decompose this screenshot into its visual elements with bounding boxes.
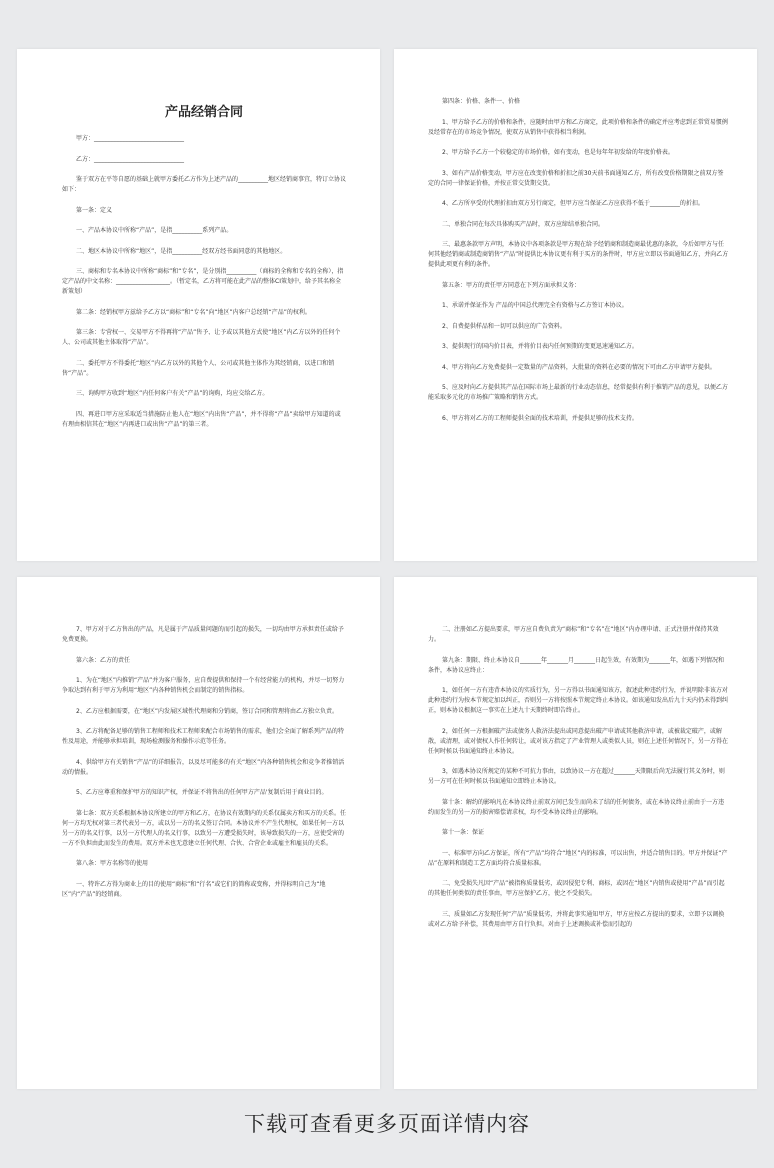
paragraph: 第十一条：保证 <box>442 829 485 836</box>
paragraph: 乙方：______________________________ <box>76 155 185 163</box>
paragraph: 第三条：专营权一、交易甲方不得再将“产品”售予、让予或以其他方式使“地区”内乙方以外的任何个人、公司或其他主体取得“产品”。 <box>62 329 341 346</box>
paragraph: 1，如任何一方有违背本协议的实质行为，另一方得以书面通知该方，叙述此种违约行为，并说明除非该方对此种违约行为按本节规定加以纠正，否则另一方将按照本节规定终止本协议。如该通知发出后九十天内仍未得到纠正，则本协议根据这一事实在上述九十天期终时即告终止。 <box>428 687 729 714</box>
paragraph: 7、甲方对于乙方售出的产品，凡是属于产品质量问题的而引起的损失，一切均由甲方承担责任或给予免费更换。 <box>62 626 344 643</box>
paragraph: 6、甲方将对乙方的工程师提供全面的技术培训，并提供足够的技术支持。 <box>442 414 638 422</box>
paragraph: 第九条：期限、终止本协议自_______年_______月_______日起生效，有效期为_______年，如遇下列情况和条件，本协议应终止： <box>428 656 725 674</box>
paragraph: 2，如任何一方根据破产法或债务人救济法提出或同意提出破产申请或其他救济申请，或被裁定破产，或解散，或清理，或对债权人作任何转让，或对该方指定了产业管理人或类似人员，则在上述任何情况下，另一方得在任何时候以书面通知终止本协议。 <box>428 727 729 755</box>
paragraph: 甲方：______________________________ <box>76 135 185 142</box>
paragraph: 一、特许乙方得为商业上的目的使用“商标”和“行名”或它们的简称或变称，并得标明自己为“地区”内“产品”的经销商。 <box>62 880 326 898</box>
page-4-lines <box>428 625 729 930</box>
paragraph: 1、承诺并保证作为 产品的中国总代理完全有资格与乙方签订本协议。 <box>442 302 628 309</box>
paragraph: 3、如有产品价格变动，甲方应在改变价格和折扣之前30天前书面通知乙方，所有改变价格期限之前双方签定的合同一律保证价格，并按正常交货期交货。 <box>428 169 724 187</box>
paragraph: 第五条：甲方的责任甲方同意在下列方面承担义务： <box>442 281 581 289</box>
paragraph: 第一条：定义 <box>76 206 113 214</box>
paragraph: 4、乙方所享受的代理折扣由双方另行商定，但甲方应当保证乙方应获得不低于__________的折扣。 <box>442 200 704 207</box>
paragraph: 第七条：双方关系根据本协议所建立的甲方和乙方，在协议有效期内的关系仅属卖方和买方的关系。任何一方均无权对第三者代表另一方，或以另一方的名义签订合同。本协议并不产生代理权，如果任何一方以另一方的名义行事，以另一方代理人的名义行事，以致另一方遭受损失时，该导致损失的一方，应使受害的一方不负担由此而发生的费用。双方并未也无意建立任何代理、合伙、合营企业或雇主和雇员的关系。 <box>62 809 347 847</box>
paragraph: 1、甲方给予乙方的价格和条件，应随时由甲方和乙方商定，此项价格和条件的确定并应考虑到正常贸易惯例及经常存在的市场竞争情况，使双方从销售中获得相当利润。 <box>428 118 728 136</box>
paragraph: 一、标准甲方向乙方保证，所有“产品”均符合“地区”内的标准，可以出售，并适合销售目的。甲方并保证“产品”在原料和制造工艺方面均符合质量标准。 <box>428 849 728 867</box>
paragraph: 5、应及时向乙方提供其产品在国际市场上最新的行业动态信息，经常提供有利于推销产品的意见，以便乙方能采取多元化的市场推广策略和销售方式。 <box>428 384 728 401</box>
page-2-lines <box>428 97 729 424</box>
paragraph: 第六条：乙方的责任 <box>76 656 131 664</box>
page-1-lines <box>62 134 346 430</box>
paragraph: 二、单独合同在每次具体购买产品时，双方应缔结单独合同。 <box>442 220 605 228</box>
paragraph: 3，如遇本协议所规定的某种不可抗力事由，以致协议一方在超过_______天期限后尚无法履行其义务时，则另一方可在任何时候以书面通知立即终止本协议。 <box>428 768 725 785</box>
paragraph: 2、甲方给予乙方一个较稳定的市场价格，如有变动，也是每年年初发给的年度价格表。 <box>442 149 674 156</box>
paragraph: 二、地区本协议中所称“地区”，是指__________经双方经书面同意的其他地区。 <box>76 247 287 255</box>
paragraph: 5、乙方应尊重和保护甲方的知识产权，并保证不将售出的任何甲方产品'复制后用于商业目的。 <box>76 789 328 796</box>
page-3-lines <box>62 625 348 900</box>
paragraph: 第二条：经销权甲方兹给予乙方以“商标”和“专名”向“地区”内客户总经销“产品”的权利。 <box>76 308 311 316</box>
paragraph: 4、供给甲方有关销售“产品”的详细报告，以及尽可能多的有关“地区”内各种销售机会和竞争者推销活动的情报。 <box>62 758 345 776</box>
paragraph: 鉴于双方在平等自愿的基础上就甲方委托乙方作为上述产品的__________地区经销商事宜，特订立协议如下： <box>62 176 347 193</box>
paragraph: 第四条：价格、条件一、价格 <box>442 98 521 105</box>
paragraph: 四、再进口甲方应采取适当措施防止他人在“地区”内出售“产品”，并不得将“产品”卖给甲方知道的或有理由相信其在“地区”内再进口或出售“产品”的第三者。 <box>62 410 341 428</box>
paragraph: 3、提供现行的国内价目表，并将价目表内任何预期的变更迅速通知乙方。 <box>442 343 638 350</box>
paragraph: 3、乙方将配备足够的销售工程师和技术工程师来配合市场销售的需求，他们会全面了解系列产品的特性及用途，并能够承担培训，现场检测服务和操作示范等任务。 <box>62 728 344 745</box>
document-title: 产品经销合同 <box>164 105 243 120</box>
paragraph: 1、为在“地区”内推销“产品”并为客户服务，应自费提供和保持一个有经营能力的机构，并尽一切努力争取达到有利于甲方为利用“地区”内各种销售机会而制定的销售指标。 <box>62 677 345 694</box>
document-page-1 <box>17 49 380 561</box>
document-page-3 <box>17 577 380 1089</box>
paragraph: 三、询购甲方收到“地区”内任何客户有关“产品”的询购，均应交给乙方。 <box>76 390 269 397</box>
paragraph: 第八条：甲方名称等的使用 <box>76 860 149 867</box>
paragraph: 三、质量如乙方发现任何“产品”质量低劣，并将此事实通知甲方，甲方应按乙方提出的要求，立即予以调换或对乙方给予补偿，其费用由甲方自行负担。对由于上述调换或补偿而引起的 <box>428 910 725 928</box>
paragraph: 三、最惠条款甲方声明，本协议中各项条款是甲方现在给予经销商和制造商最优惠的条款，今后如甲方与任何其他经销商或制造商销售“产品”时提供比本协议更有利于买方的条件时，甲方应立即以书面通知乙方，并向乙方提供此项更有利的条件。 <box>428 241 729 268</box>
document-page-4 <box>394 577 757 1089</box>
paragraph: 一、产品本协议中所称“产品”，是指__________系列产品。 <box>76 227 233 234</box>
paragraph: 2、乙方应根据需要，在“地区”内发展区域性代理商和分销商，签订合同和管理将由乙方独立负责。 <box>76 707 339 715</box>
paragraph: 二、注册如乙方提出要求，甲方应自费负责为“商标”和“专名”在“地区”内办理申请、正式注册并保持其效力。 <box>428 626 719 643</box>
paragraph: 4、甲方将向乙方免费提供一定数量的产品资料，大批量的资料在必要的情况下可由乙方申请甲方提供。 <box>442 363 716 371</box>
paragraph: 二、委托甲方不得委托“地区”内乙方以外的其他个人、公司或其他主体作为其经销商，以进口和销售“产品”。 <box>62 359 335 377</box>
download-more-footer[interactable]: 下载可查看更多页面详情内容 <box>244 1112 530 1136</box>
paragraph: 2、自费提供样品和一切可以供应的广告资料。 <box>442 322 566 330</box>
paragraph: 三、商标和专名本协议中所称“商标”和“专名”，是分别指__________（商标的全称和专名的全称），指定产品的中文名称：__________________。（暂定名，乙方将可能在此产品的整体CI策划中，给予其名称全新策划） <box>62 268 344 295</box>
paragraph: 第十条：解约的影响凡在本协议终止前双方间已发生而尚未了结的任何债务，或在本协议终止前由于一方违约而发生的另一方的损害赔偿请求权，均不受本协议终止的影响。 <box>428 798 725 816</box>
document-page-2 <box>394 49 757 561</box>
paragraph: 二、免受损失凡因“产品”被指称质量低劣，或因侵犯专利、商标，或因在“地区”内销售或使用“产品”而引起的其他任何类似的责任事由，甲方应保护乙方，使之不受损失。 <box>428 880 725 897</box>
